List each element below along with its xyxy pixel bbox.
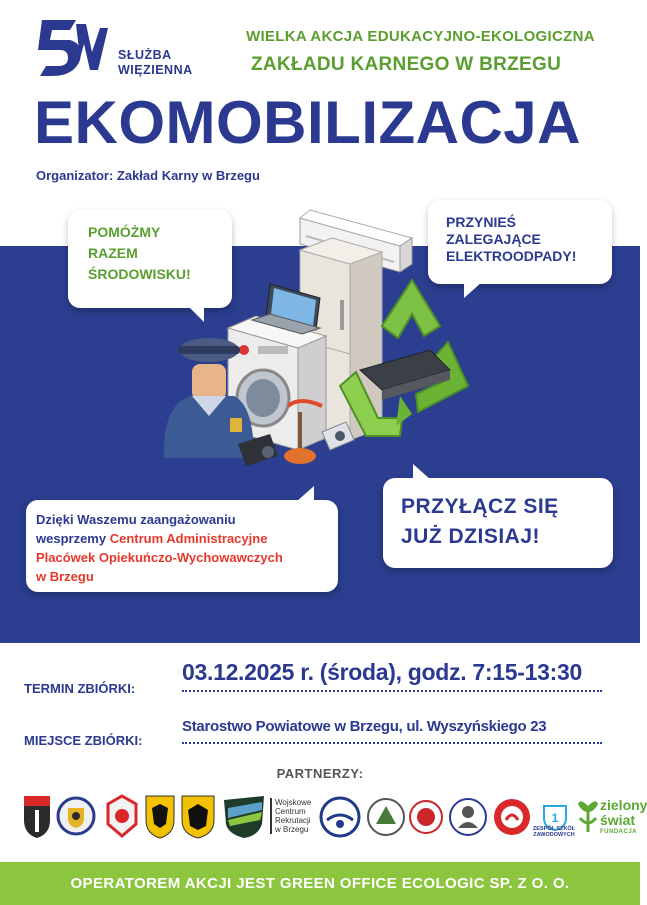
police-badge-icon [56,794,96,840]
school-portrait-badge-icon [448,794,488,840]
bubble-line: ŚRODOWISKU! [88,266,191,282]
zielony-text: zielony [600,797,647,813]
page-title: EKOMOBILIZACJA [34,89,581,156]
bubble-line: Dzięki Waszemu zaangażowaniu [36,512,236,527]
dotted-divider [182,690,602,692]
beneficiary-name: Placówek Opiekuńczo-Wychowawczych [36,550,283,565]
zielony-text: FUNDACJA [600,829,637,835]
svg-text:1: 1 [551,811,559,825]
bubble-help-environment [68,210,232,308]
silesian-eagle-crest-icon [180,794,216,840]
zsz-logo-text [530,826,578,838]
logo-text-line1: SŁUŻBA [118,48,172,62]
military-unit-shield-icon [222,794,266,840]
bubble-tail [413,464,431,480]
school-number-8-badge-icon [408,794,444,840]
partners-logos [16,794,647,844]
logo-text [118,48,193,78]
fire-brigade-badge-icon [102,794,142,840]
action-line1: WIELKA AKCJA EDUKACYJNO-EKOLOGICZNA [246,28,595,45]
bubble-tail [188,306,204,322]
bubble-tail [464,282,482,298]
bubble-join-today [383,478,613,568]
eagle-crest-icon [144,794,176,840]
zsz-text: ZAWODOWYCH [533,832,575,838]
bubble-text: wesprzemy [36,531,110,546]
action-line2: ZAKŁADU KARNEGO W BRZEGU [251,54,562,75]
organizer-text: Organizator: Zakład Karny w Brzegu [36,168,260,183]
school-round-badge-icon [319,794,361,840]
footer-operator: OPERATOREM AKCJI JEST GREEN OFFICE ECOLOGIC SP. Z O. O. [0,862,640,905]
place-label: MIEJSCE ZBIÓRKI: [24,733,143,748]
bubble-line: PRZYŁĄCZ SIĘ [401,495,559,518]
zielony-text: świat [600,812,636,828]
partners-label: PARTNERZY: [276,766,364,781]
bubble-line: PRZYNIEŚ [446,214,517,230]
wcr-text: Wojskowe [275,798,312,807]
zielony-swiat-leaf-icon [576,794,600,840]
wcr-text: Rekrutacji [275,816,311,825]
red-school-badge-icon [492,794,532,840]
bubble-line: ELEKTROODPADY! [446,248,577,264]
wcr-logo [270,798,311,834]
place-value: Starostwo Powiatowe w Brzegu, ul. Wyszyńskiego 23 [182,718,547,735]
brzeg-county-crest-icon [22,794,52,840]
dotted-divider [182,742,602,744]
bubble-line [36,529,338,548]
sw-emblem-icon [36,14,116,84]
bubble-line: RAZEM [88,245,138,261]
zielony-swiat-logo-text [600,798,647,836]
bubble-support-info [26,500,338,592]
bubble-line: JUŻ DZISIAJ! [401,525,541,548]
header [0,0,640,200]
wcr-text: w Brzegu [275,825,309,834]
school-emblem-icon [366,794,406,840]
wcr-text: Centrum [275,807,306,816]
zsz-text: ZESPÓŁ SZKÓŁ [532,826,576,832]
bubble-tail [296,486,314,502]
bubble-bring-ewaste [428,200,612,284]
bubble-line: POMÓŻMY [88,224,161,240]
date-label: TERMIN ZBIÓRKI: [24,681,136,696]
beneficiary-name: w Brzegu [36,569,94,584]
date-value: 03.12.2025 r. (środa), godz. 7:15-13:30 [182,659,582,685]
sluzba-wiezienna-logo [36,14,216,84]
beneficiary-name: Centrum Administracyjne [109,531,268,546]
logo-text-line2: WIĘZIENNA [118,63,193,77]
bubble-line: ZALEGAJĄCE [446,231,541,247]
